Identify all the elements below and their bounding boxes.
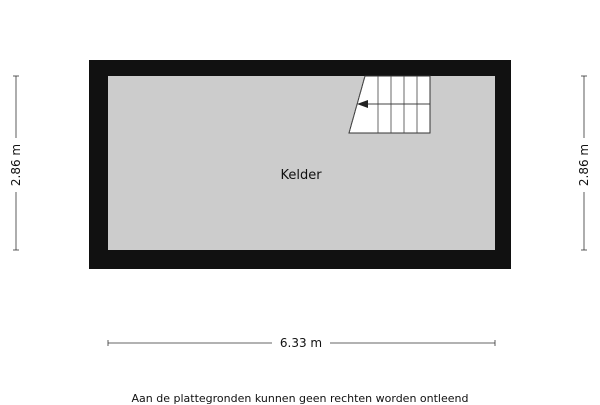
room-floor (108, 76, 495, 250)
dimension-left (8, 76, 24, 250)
room-label: Kelder (280, 168, 322, 183)
dimension-bottom (108, 334, 495, 352)
dimension-right-label: 2.86 m (577, 143, 591, 187)
dimension-bottom-label: 6.33 m (279, 336, 323, 350)
dimension-left-label: 2.86 m (9, 143, 23, 187)
disclaimer-text: Aan de plattegronden kunnen geen rechten worden ontleend (131, 392, 469, 405)
dimension-right (576, 76, 592, 250)
